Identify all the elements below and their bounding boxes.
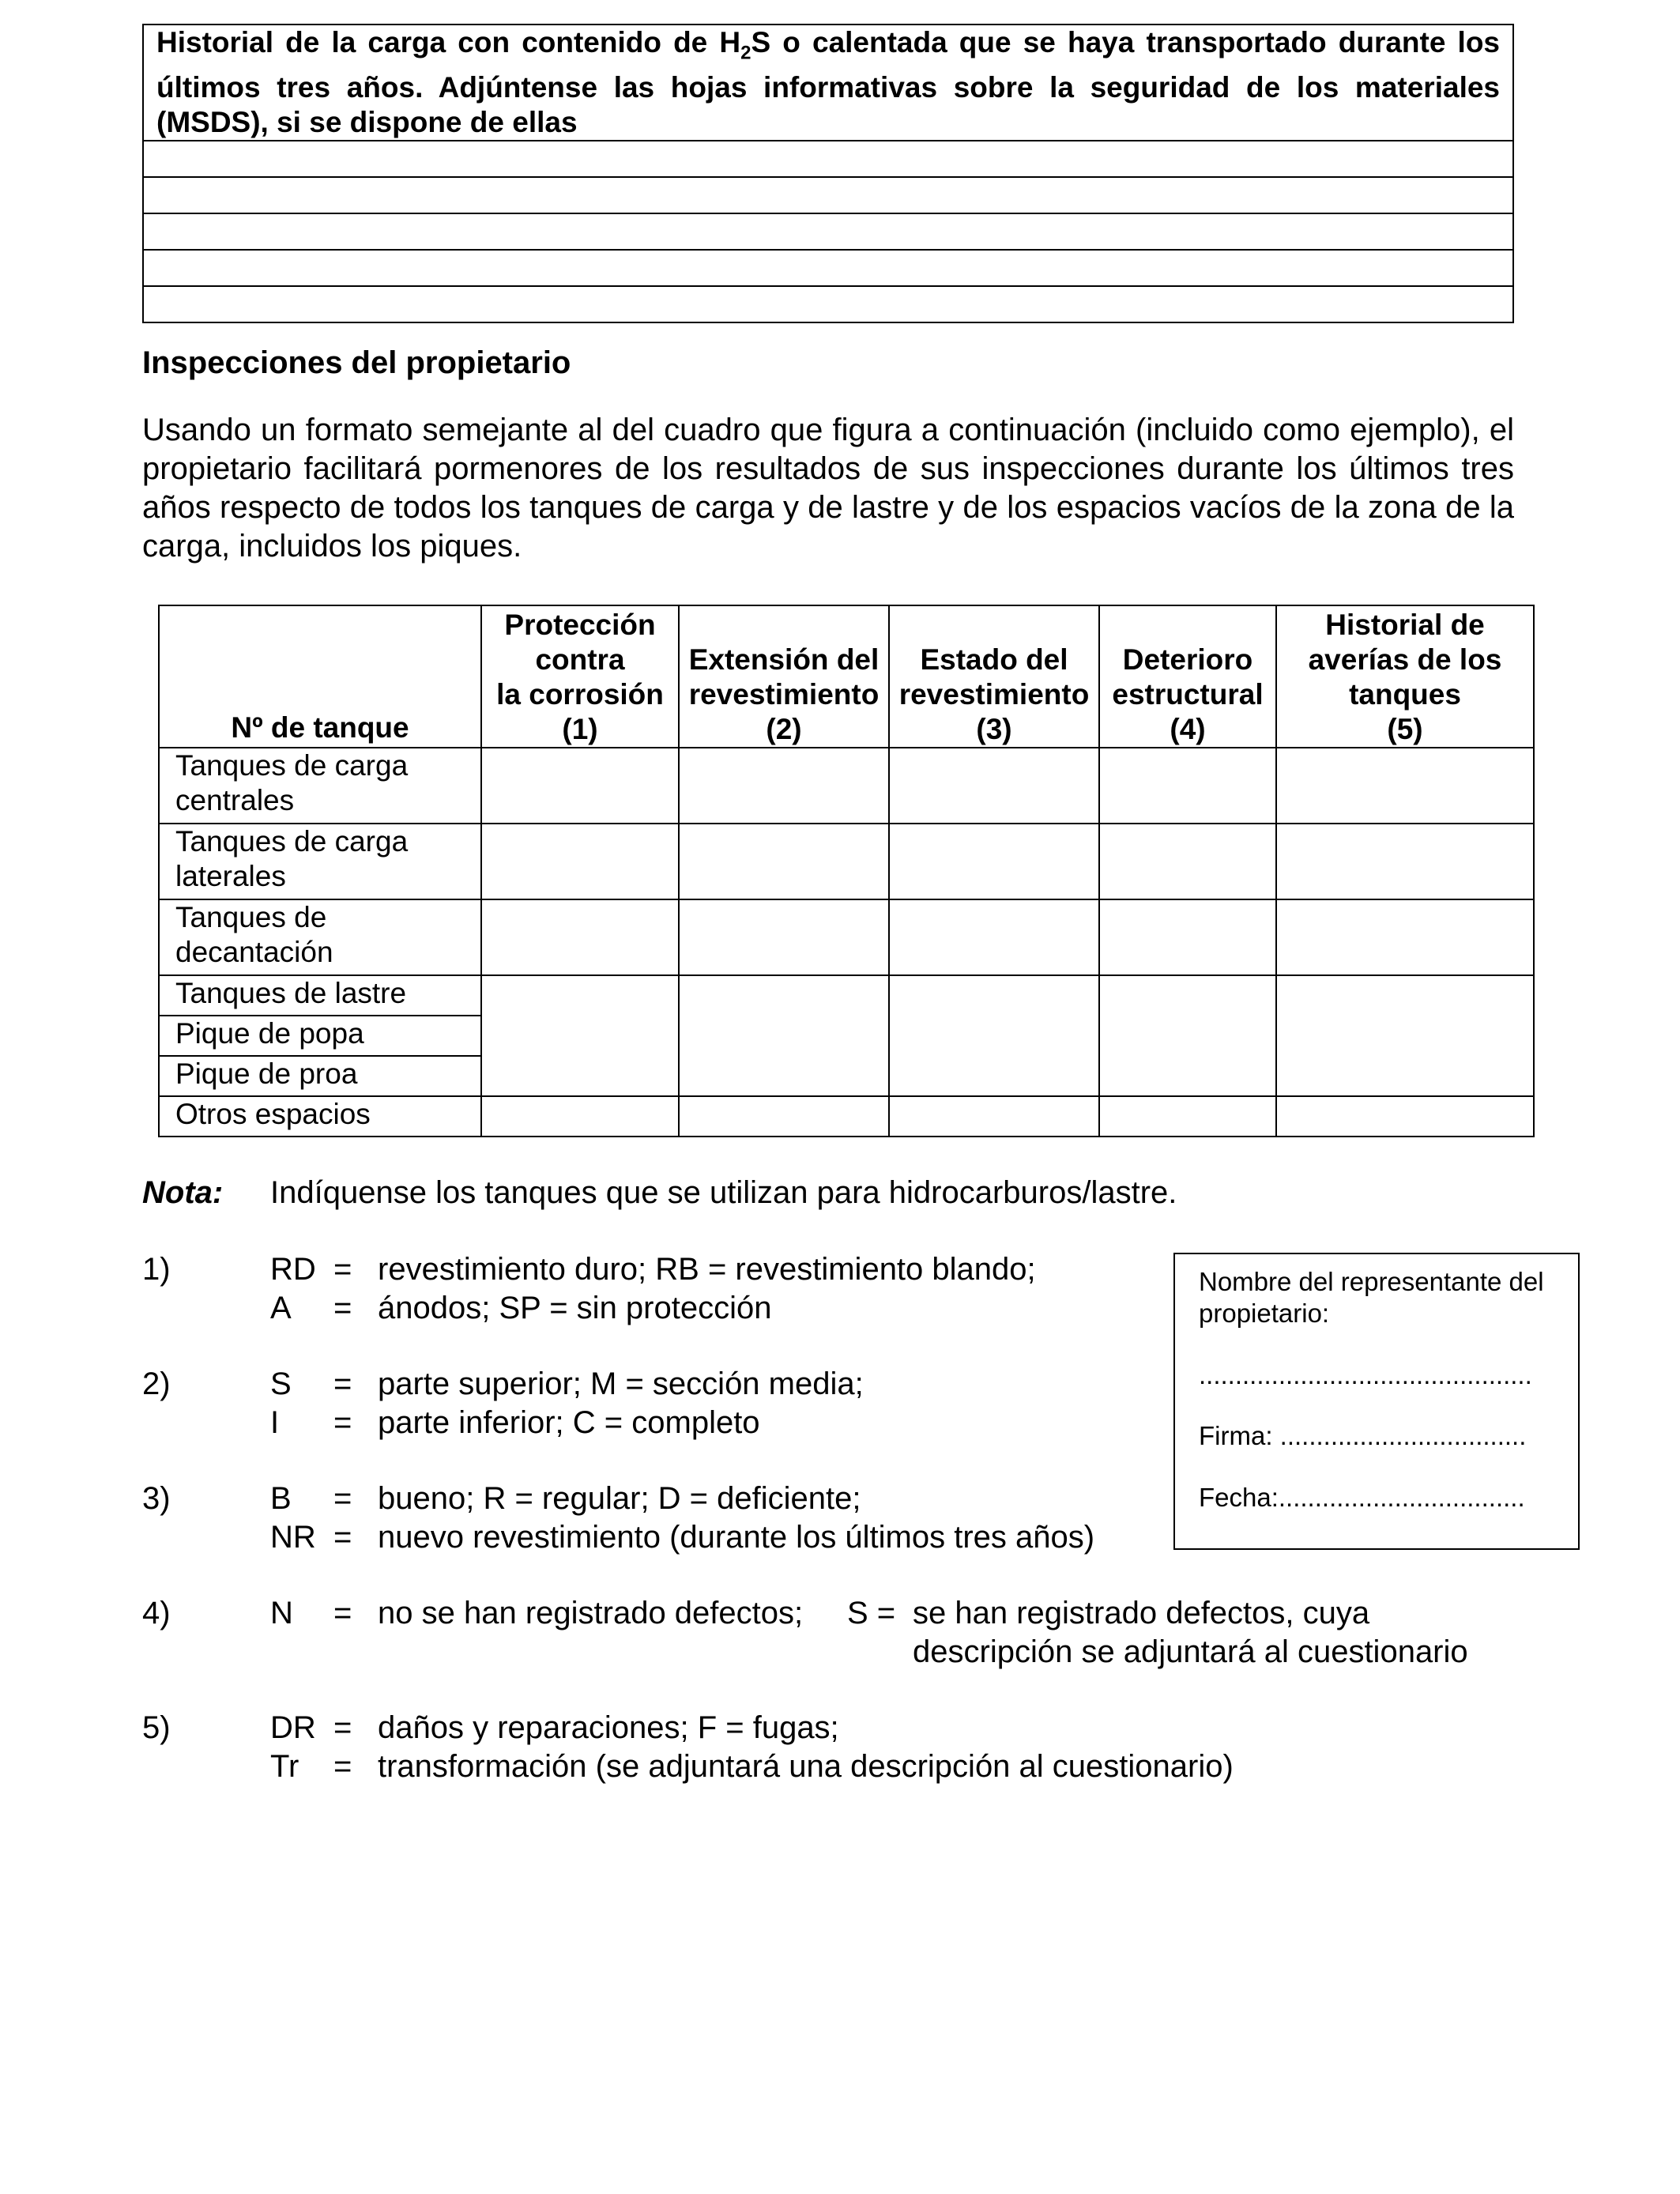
table-cell[interactable]	[1276, 975, 1534, 1096]
note-number: 4)	[142, 1596, 171, 1630]
note-key: S =	[847, 1596, 896, 1630]
cargo-history-header	[143, 25, 1513, 141]
section-title: Inspecciones del propietario	[142, 345, 571, 380]
header-line: revestimiento	[688, 678, 880, 711]
note-value: no se han registrado defectos;	[378, 1596, 804, 1630]
table-cell[interactable]	[679, 975, 889, 1096]
table-cell[interactable]	[1099, 899, 1276, 975]
note-equals: =	[333, 1596, 352, 1630]
table-cell[interactable]	[1099, 1096, 1276, 1137]
note-value: descripción se adjuntará al cuestionario	[913, 1634, 1468, 1669]
note-equals: =	[333, 1749, 352, 1784]
table-cell[interactable]	[679, 748, 889, 824]
note-key: RD	[270, 1252, 316, 1287]
header-line: contra	[535, 643, 625, 676]
header-line: Historial de	[1325, 609, 1485, 641]
header-line: Deterioro	[1122, 643, 1253, 676]
row-label-other-spaces: Otros espacios	[159, 1096, 481, 1137]
note-value: nuevo revestimiento (durante los últimos tres años)	[378, 1520, 1095, 1555]
signature-field[interactable]: Firma: ..................................	[1199, 1421, 1527, 1450]
note-equals: =	[333, 1291, 352, 1325]
intro-paragraph: Usando un formato semejante al del cuadro que figura a continuación (incluido como ejemplo), el propietario facilitará pormenores de los resultados de sus inspecciones durante los últimos tres años respecto de todos los tanques de carga y de lastre y de los espacios vacíos de la zona de la carga, incluidos los piques.	[142, 413, 1514, 564]
row-label-slop	[159, 899, 481, 975]
row-label-line: Tanques de	[175, 901, 327, 933]
note-key: N	[270, 1596, 293, 1630]
note-number: 5)	[142, 1710, 171, 1745]
header-line: averías de los	[1308, 643, 1502, 676]
header-line: (4)	[1170, 713, 1206, 745]
table-cell[interactable]	[481, 824, 679, 899]
note-label: Nota:	[142, 1175, 224, 1210]
header-line: la corrosión	[496, 678, 664, 711]
history-row[interactable]	[143, 286, 1513, 322]
header-coating-condition	[889, 605, 1099, 748]
cargo-history-table	[142, 24, 1514, 323]
header-line: (5)	[1387, 713, 1423, 745]
note-key: A	[270, 1291, 292, 1325]
note-value: transformación (se adjuntará una descripción al cuestionario)	[378, 1749, 1234, 1784]
tank-inspection-table	[158, 605, 1535, 1137]
row-label-line: Tanques de carga	[175, 825, 409, 858]
history-row[interactable]	[143, 177, 1513, 213]
header-line: estructural	[1112, 678, 1264, 711]
header-line: Extensión del	[688, 643, 880, 676]
note-equals: =	[333, 1520, 352, 1555]
header-tank-number	[159, 605, 481, 748]
note-key: B	[270, 1481, 292, 1516]
header-line: (1)	[562, 713, 598, 745]
row-label-ballast: Tanques de lastre	[159, 975, 481, 1016]
table-cell[interactable]	[1099, 975, 1276, 1096]
header-line: (2)	[766, 713, 802, 745]
signature-box	[1173, 1253, 1580, 1550]
row-label-side-cargo	[159, 824, 481, 899]
note-number: 2)	[142, 1367, 171, 1401]
table-cell[interactable]	[889, 1096, 1099, 1137]
table-cell[interactable]	[679, 1096, 889, 1137]
note-key: NR	[270, 1520, 316, 1555]
header-corrosion-protection	[481, 605, 679, 748]
header-structural-deterioration	[1099, 605, 1276, 748]
table-cell[interactable]	[481, 748, 679, 824]
table-cell[interactable]	[889, 748, 1099, 824]
table-cell[interactable]	[889, 899, 1099, 975]
row-label-aft-peak: Pique de popa	[159, 1016, 481, 1056]
note-key: DR	[270, 1710, 316, 1745]
note-number: 3)	[142, 1481, 171, 1516]
note-key: S	[270, 1367, 292, 1401]
table-cell[interactable]	[889, 975, 1099, 1096]
header-line: revestimiento	[898, 678, 1090, 711]
table-cell[interactable]	[481, 975, 679, 1096]
table-cell[interactable]	[1276, 824, 1534, 899]
header-text-1: Historial de la carga con contenido de H	[156, 26, 741, 58]
note-equals: =	[333, 1367, 352, 1401]
table-cell[interactable]	[1099, 748, 1276, 824]
history-row[interactable]	[143, 141, 1513, 177]
note-text: Indíquense los tanques que se utilizan para hidrocarburos/lastre.	[270, 1175, 1177, 1210]
note-value: daños y reparaciones; F = fugas;	[378, 1710, 839, 1745]
note-equals: =	[333, 1405, 352, 1440]
header-subscript: 2	[740, 42, 751, 64]
note-value: bueno; R = regular; D = deficiente;	[378, 1481, 861, 1516]
row-label-central-cargo	[159, 748, 481, 824]
note-value: parte inferior; C = completo	[378, 1405, 760, 1440]
table-cell[interactable]	[481, 899, 679, 975]
representative-label-2: propietario:	[1199, 1299, 1330, 1328]
row-label-line: Tanques de carga	[175, 749, 409, 782]
note-equals: =	[333, 1252, 352, 1287]
table-cell[interactable]	[481, 1096, 679, 1137]
row-label-line: centrales	[175, 784, 295, 816]
header-text: Nº de tanque	[231, 711, 409, 744]
table-cell[interactable]	[1276, 899, 1534, 975]
note-value: se han registrado defectos, cuya	[913, 1596, 1370, 1630]
table-cell[interactable]	[1276, 1096, 1534, 1137]
note-key: I	[270, 1405, 280, 1440]
header-coating-extent	[679, 605, 889, 748]
note-equals: =	[333, 1710, 352, 1745]
table-cell[interactable]	[679, 824, 889, 899]
note-equals: =	[333, 1481, 352, 1516]
header-line: Protección	[504, 609, 656, 641]
header-line: Estado del	[920, 643, 1068, 676]
header-line: (3)	[976, 713, 1012, 745]
table-cell[interactable]	[1276, 748, 1534, 824]
note-key: Tr	[270, 1749, 299, 1784]
row-label-line: decantación	[175, 936, 333, 968]
note-value: parte superior; M = sección media;	[378, 1367, 864, 1401]
table-cell[interactable]	[889, 824, 1099, 899]
table-cell[interactable]	[679, 899, 889, 975]
note-number: 1)	[142, 1252, 171, 1287]
date-field[interactable]: Fecha:..................................	[1199, 1483, 1525, 1512]
header-line: tanques	[1349, 678, 1461, 711]
representative-name-field[interactable]: ..............................................	[1199, 1360, 1532, 1389]
history-row[interactable]	[143, 250, 1513, 286]
row-label-fore-peak: Pique de proa	[159, 1056, 481, 1096]
note-value: ánodos; SP = sin protección	[378, 1291, 772, 1325]
header-damage-history	[1276, 605, 1534, 748]
representative-label: Nombre del representante del	[1199, 1267, 1544, 1296]
row-label-line: laterales	[175, 860, 286, 892]
header-text-2: S o calentada que se haya transportado durante los últimos tres años. Adjúntense las hojas informativas sobre la seguridad de los materiales (MSDS), si se dispone de ellas	[156, 26, 1500, 139]
history-row[interactable]	[143, 213, 1513, 250]
table-cell[interactable]	[1099, 824, 1276, 899]
note-value: revestimiento duro; RB = revestimiento blando;	[378, 1252, 1036, 1287]
